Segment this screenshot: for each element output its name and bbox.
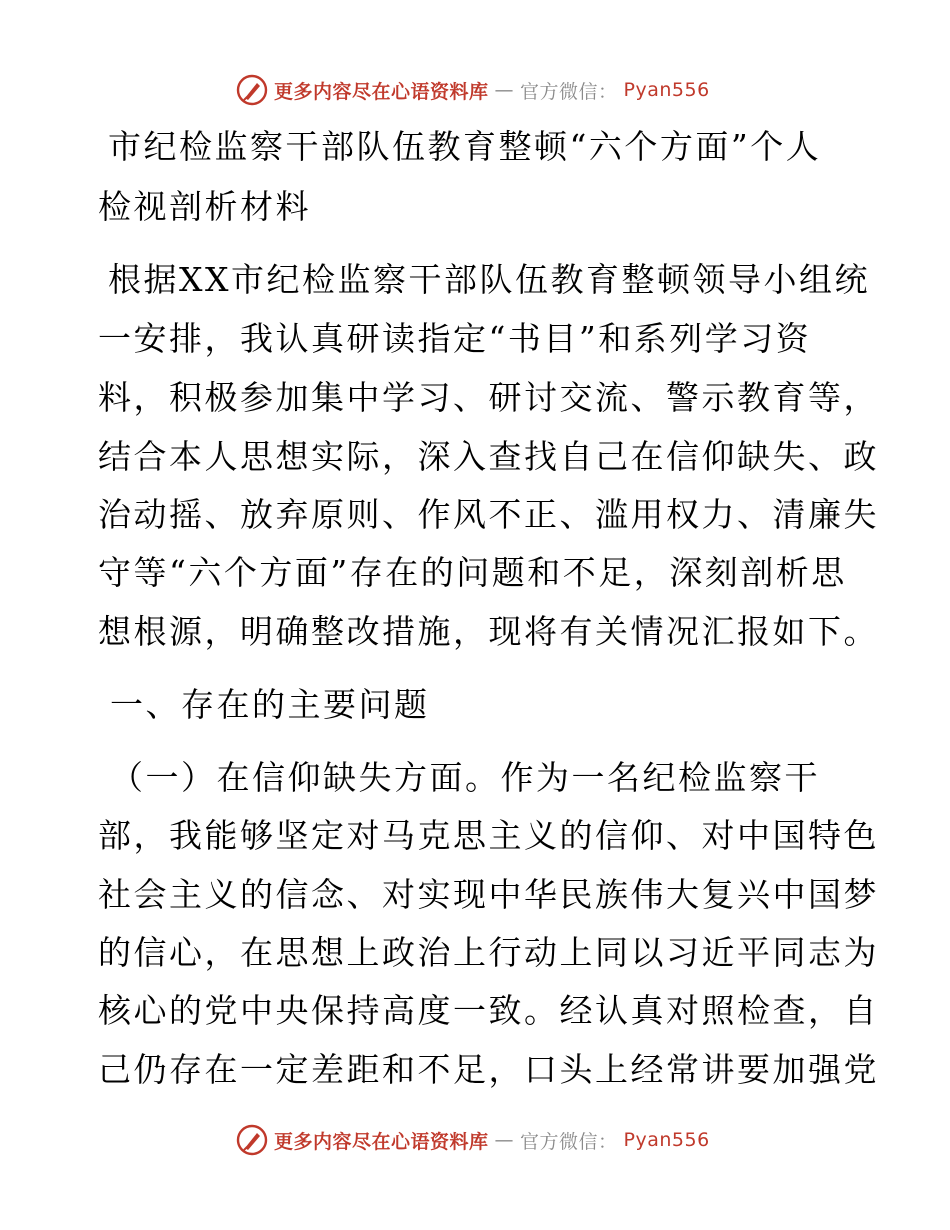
watermark-wechat-label: 官方微信： [520,80,618,103]
paragraph-line: 一安排，我认真研读指定“书目”和系列学习资 [98,319,812,358]
watermark-header [236,72,710,108]
watermark-dash: — [494,79,515,101]
paragraph-line: 想根源，明确整改措施，现将有关情况汇报如下。 [98,612,879,651]
watermark-brand: 更多内容尽在心语资料库 [274,80,489,103]
paragraph-line: 结合本人思想实际，深入查找自己在信仰缺失、政 [98,437,879,476]
document-title-line-2: 检视剖析材料 [98,187,311,226]
paragraph-line: 治动摇、放弃原则、作风不正、滥用权力、清廉失 [98,495,879,534]
watermark-wechat-id: Pyan556 [623,79,710,101]
quill-logo-icon [236,74,268,106]
watermark-wechat-label: 官方微信： [520,1130,618,1153]
paragraph-line: 部，我能够坚定对马克思主义的信仰、对中国特色 [98,816,879,855]
paragraph-line: 己仍存在一定差距和不足，口头上经常讲要加强党 [98,1050,879,1089]
watermark-footer [236,1122,710,1158]
paragraph-line: 料，积极参加集中学习、研讨交流、警示教育等， [98,378,879,417]
section-heading: 一、存在的主要问题 [110,685,430,724]
quill-logo-icon [236,1124,268,1156]
watermark-dash: — [494,1129,515,1151]
paragraph-line: 根据XX市纪检监察干部队伍教育整顿领导小组统 [108,260,870,299]
paragraph-line: 守等“六个方面”存在的问题和不足，深刻剖析思 [98,553,847,592]
watermark-wechat-id: Pyan556 [623,1129,710,1151]
paragraph-line: 社会主义的信念、对实现中华民族伟大复兴中国梦 [98,875,879,914]
paragraph-line: 核心的党中央保持高度一致。经认真对照检查，自 [98,991,879,1030]
watermark-brand: 更多内容尽在心语资料库 [274,1130,489,1153]
document-title-line-1: 市纪检监察干部队伍教育整顿“六个方面”个人 [108,127,822,166]
paragraph-line: 的信心，在思想上政治上行动上同以习近平同志为 [98,933,879,972]
paragraph-line: （一）在信仰缺失方面。作为一名纪检监察干 [110,758,820,797]
